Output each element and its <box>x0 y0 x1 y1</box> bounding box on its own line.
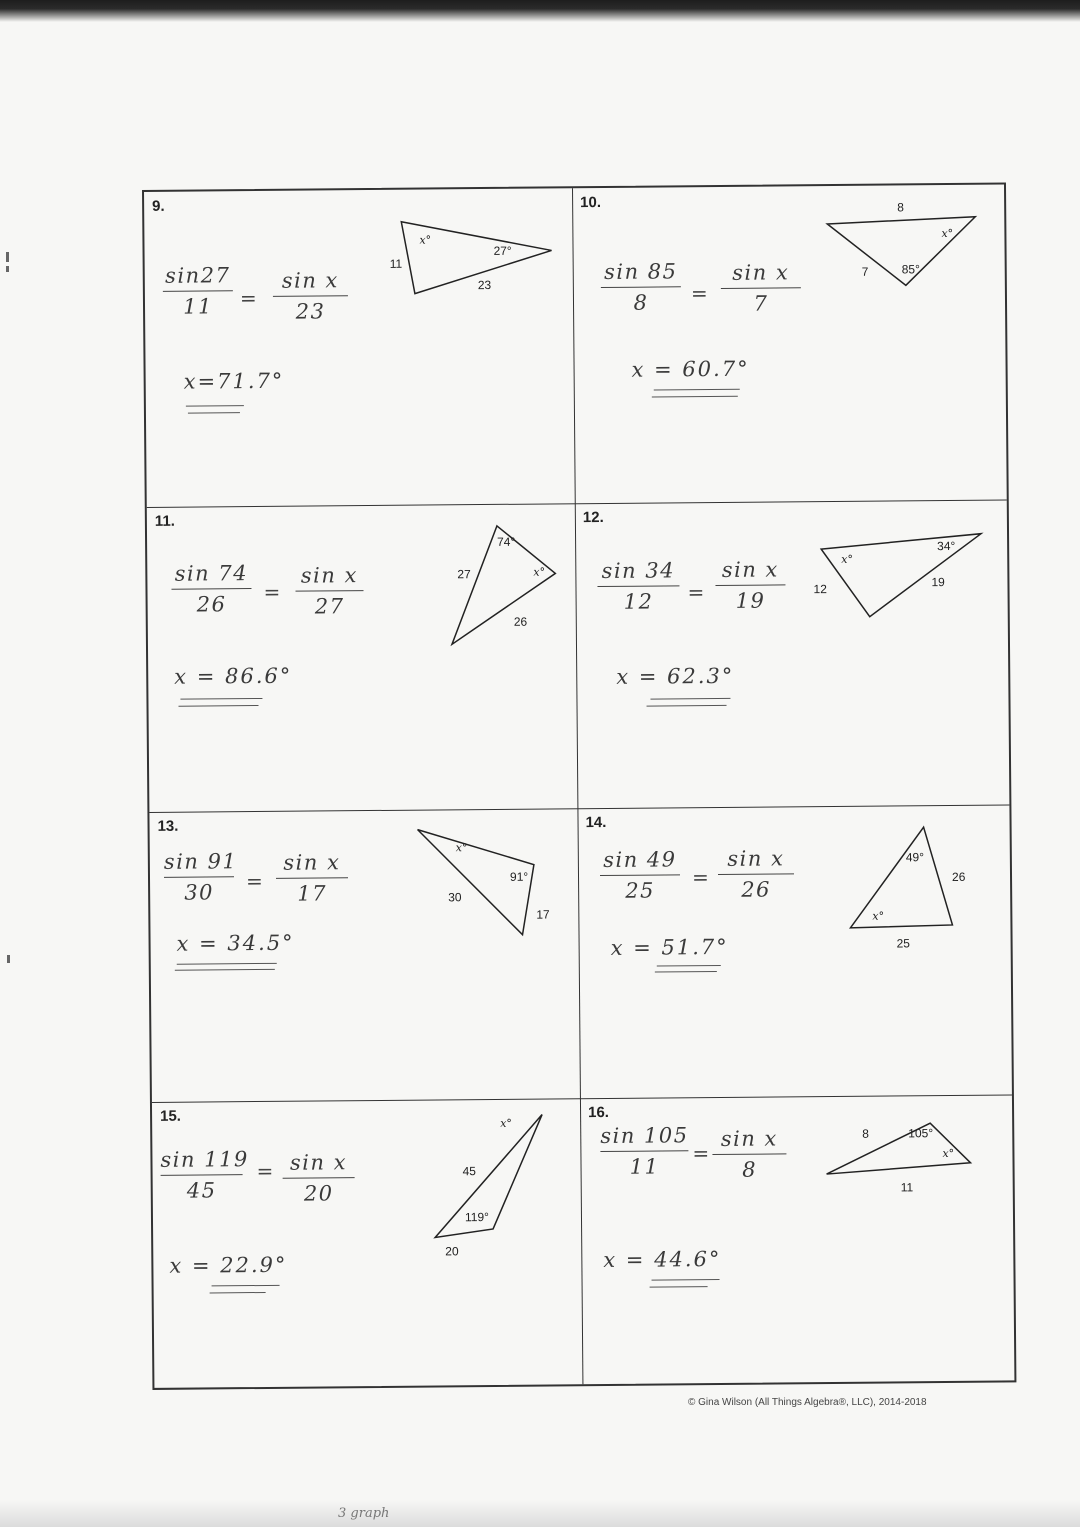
problem-number: 12. <box>582 508 604 527</box>
equals-sign: = <box>239 286 257 311</box>
triangle-diagram <box>412 820 563 941</box>
answer: x = 51.7° <box>610 934 729 960</box>
fraction-numerator: sin x <box>289 1150 348 1175</box>
right-fraction <box>276 850 348 906</box>
problem-13-cell <box>149 808 580 1102</box>
right-fraction <box>712 1126 786 1182</box>
answer: x=71.7° <box>183 368 285 394</box>
fraction-denominator: 11 <box>629 1154 660 1179</box>
side-label: 7 <box>861 264 869 279</box>
margin-mark <box>6 252 9 262</box>
left-fraction <box>163 849 238 905</box>
left-fraction <box>171 561 251 617</box>
fraction-denominator: 26 <box>741 877 772 902</box>
right-fraction <box>295 563 363 619</box>
right-fraction <box>282 1150 354 1206</box>
fraction-numerator: sin 74 <box>174 561 249 586</box>
left-fraction <box>600 847 680 903</box>
problem-number: 11. <box>154 512 175 530</box>
problem-number: 14. <box>585 813 607 832</box>
answer: x = 44.6° <box>603 1246 722 1273</box>
fraction-numerator: sin x <box>300 563 358 588</box>
angle-label: 119° <box>464 1210 489 1225</box>
side-label: 23 <box>477 277 492 293</box>
answer: x = 86.6° <box>174 663 293 689</box>
angle-label: x° <box>941 226 954 241</box>
fraction-denominator: 19 <box>735 588 766 613</box>
scan-top-edge <box>0 0 1080 22</box>
angle-label: x° <box>419 233 432 247</box>
side-label: 25 <box>896 936 911 951</box>
equals-sign: = <box>692 1141 710 1166</box>
left-fraction <box>600 1123 688 1179</box>
fraction-denominator: 26 <box>196 592 227 617</box>
copyright-notice: © Gina Wilson (All Things Algebra®, LLC), 2014-2018 <box>688 1397 927 1408</box>
triangle-diagram <box>813 520 994 622</box>
right-fraction <box>718 846 794 902</box>
angle-label: 27° <box>493 243 512 258</box>
angle-label: x° <box>533 565 546 579</box>
triangle-shape <box>401 220 552 293</box>
problem-number: 13. <box>157 817 179 835</box>
side-label: 8 <box>862 1126 870 1141</box>
left-fraction <box>597 558 679 614</box>
problem-number: 9. <box>152 197 165 215</box>
triangle-diagram <box>430 1108 571 1259</box>
triangle-shape <box>821 534 982 617</box>
side-label: 17 <box>536 907 550 922</box>
fraction-numerator: sin x <box>281 268 339 293</box>
problem-15-cell <box>152 1098 582 1388</box>
fraction-denominator: 23 <box>295 299 326 324</box>
left-fraction <box>163 263 233 319</box>
angle-label: x° <box>872 909 885 923</box>
angle-label: 49° <box>905 850 925 865</box>
bottom-scrawl-text: 3 graph <box>338 1506 390 1521</box>
fraction-numerator: sin 49 <box>603 847 677 873</box>
equals-sign: = <box>245 868 263 894</box>
right-fraction <box>721 260 801 316</box>
fraction-numerator: sin 119 <box>160 1147 249 1172</box>
fraction-denominator: 27 <box>314 594 345 619</box>
angle-label: 105° <box>908 1126 934 1141</box>
side-label: 27 <box>457 567 471 582</box>
equals-sign: = <box>691 865 709 890</box>
fraction-denominator: 12 <box>623 589 654 614</box>
triangle-diagram <box>840 819 1001 960</box>
answer: x = 60.7° <box>631 356 750 382</box>
problem-number: 15. <box>160 1107 182 1125</box>
fraction-numerator: sin 91 <box>163 849 238 874</box>
side-label: 8 <box>897 200 904 215</box>
side-label: 11 <box>389 256 403 271</box>
triangle-diagram <box>817 195 998 297</box>
triangle-diagram <box>818 1115 979 1206</box>
problem-number: 16. <box>587 1103 610 1122</box>
triangle-diagram <box>389 212 560 303</box>
left-fraction <box>601 259 681 315</box>
side-label: 30 <box>448 890 462 905</box>
answer: x = 22.9° <box>169 1252 288 1278</box>
side-label: 11 <box>900 1180 914 1195</box>
fraction-numerator: sin x <box>721 557 779 582</box>
equals-sign: = <box>687 580 705 605</box>
side-label: 45 <box>462 1164 476 1179</box>
fraction-numerator: sin x <box>720 1126 778 1151</box>
fraction-numerator: sin x <box>283 850 341 875</box>
fraction-denominator: 30 <box>184 880 215 905</box>
problem-14-cell <box>577 804 1012 1098</box>
equals-sign: = <box>263 579 281 604</box>
fraction-numerator: sin 85 <box>603 259 678 284</box>
margin-mark <box>7 955 10 963</box>
fraction-numerator: sin27 <box>165 263 231 288</box>
answer: x = 62.3° <box>616 663 735 689</box>
fraction-denominator: 17 <box>297 881 328 906</box>
equals-sign: = <box>690 281 708 306</box>
fraction-denominator: 45 <box>186 1178 217 1203</box>
angle-label: 85° <box>901 262 920 277</box>
angle-label: x° <box>500 1116 512 1130</box>
equals-sign: = <box>256 1158 274 1184</box>
angle-label: x° <box>455 841 468 855</box>
fraction-denominator: 8 <box>742 1157 758 1182</box>
side-label: 26 <box>513 614 528 629</box>
angle-label: 91° <box>509 869 529 884</box>
fraction-numerator: sin x <box>732 260 790 285</box>
left-fraction <box>160 1147 249 1203</box>
problem-9-cell <box>144 188 575 507</box>
angle-label: 74° <box>497 534 516 549</box>
problem-12-cell <box>575 499 1010 808</box>
problem-number: 10. <box>580 193 602 212</box>
angle-label: 34° <box>937 538 956 554</box>
angle-label: x° <box>841 552 854 566</box>
angle-label: x° <box>942 1146 955 1161</box>
side-label: 26 <box>951 869 966 884</box>
side-label: 19 <box>931 575 945 590</box>
scan-bottom-edge <box>0 1500 1080 1527</box>
problem-10-cell <box>572 184 1007 503</box>
problem-16-cell <box>580 1094 1014 1384</box>
fraction-numerator: sin x <box>727 846 785 871</box>
right-fraction <box>273 268 348 324</box>
triangle-diagram <box>447 519 568 650</box>
fraction-denominator: 7 <box>753 291 769 316</box>
answer: x = 34.5° <box>176 930 295 956</box>
fraction-numerator: sin 105 <box>600 1123 689 1149</box>
margin-mark <box>6 266 9 272</box>
side-label: 12 <box>813 582 827 597</box>
triangle-shape <box>850 827 953 928</box>
side-label: 20 <box>445 1244 459 1259</box>
fraction-denominator: 11 <box>183 294 213 319</box>
fraction-denominator: 25 <box>625 878 656 903</box>
fraction-numerator: sin 34 <box>601 558 676 584</box>
fraction-denominator: 8 <box>633 290 649 315</box>
problem-grid <box>142 182 1016 1389</box>
fraction-denominator: 20 <box>303 1181 334 1206</box>
right-fraction <box>715 557 785 613</box>
problem-11-cell <box>147 503 578 812</box>
